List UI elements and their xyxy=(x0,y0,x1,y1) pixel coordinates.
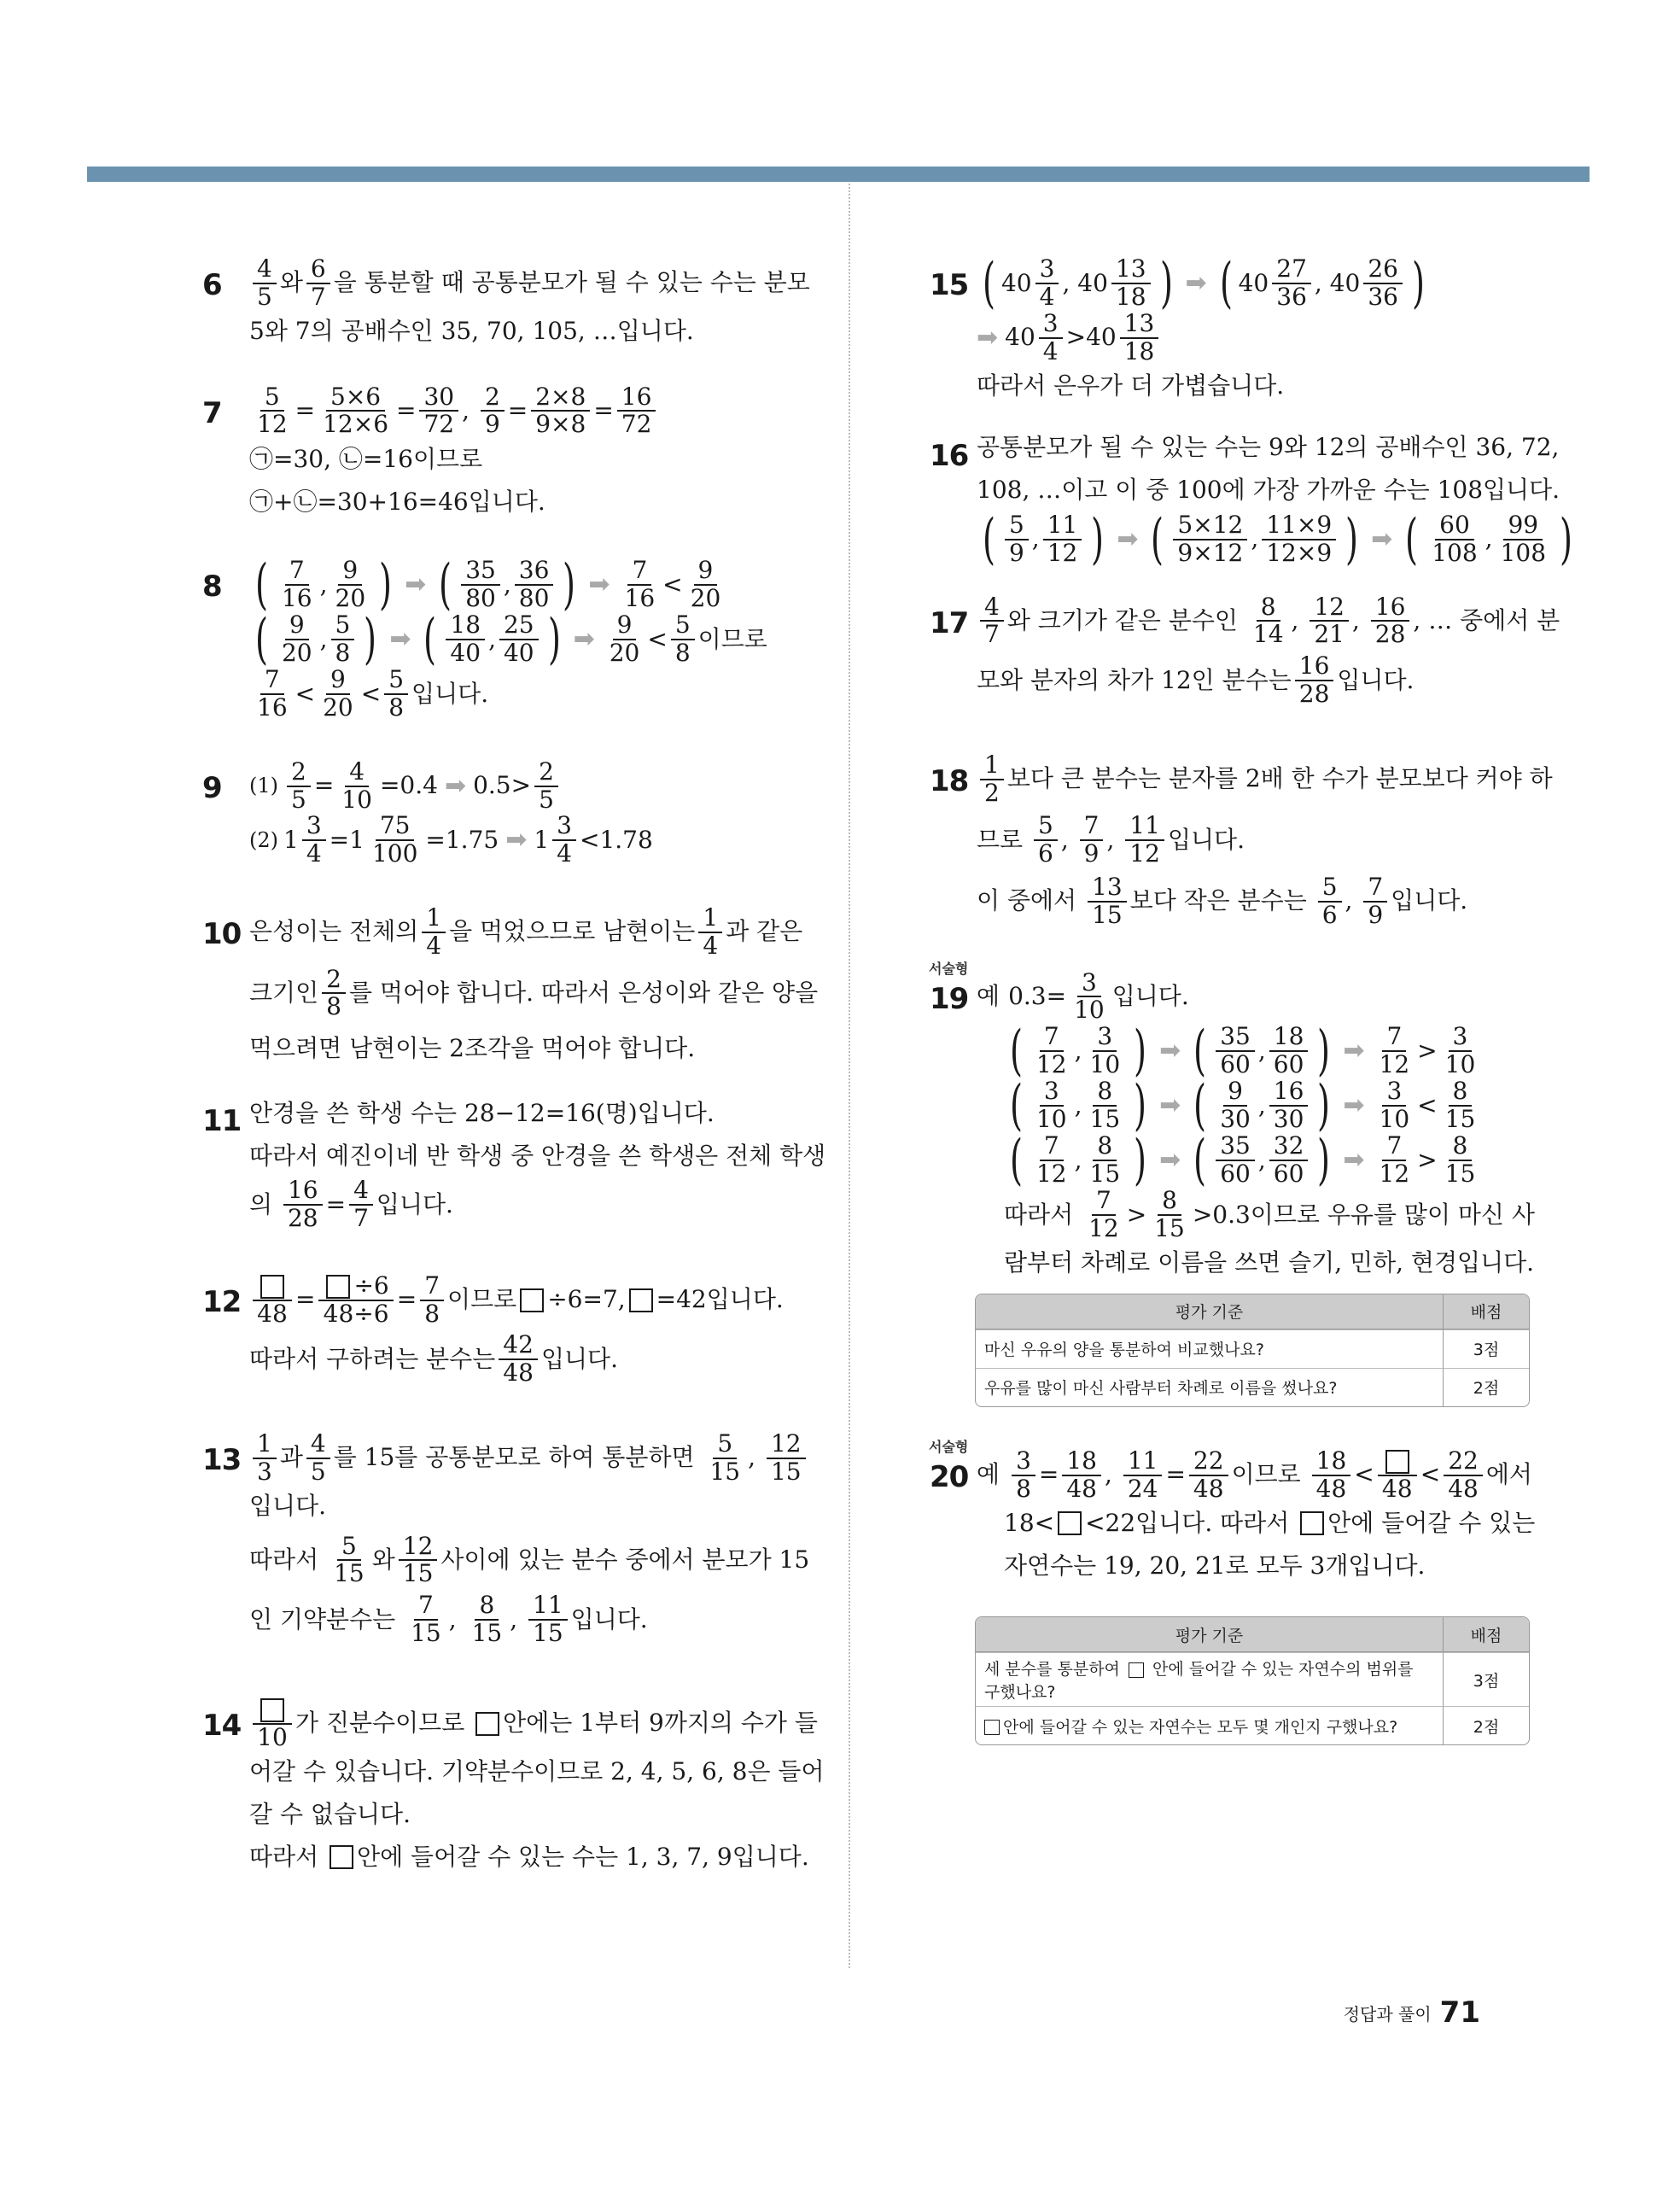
essay-tag: 서술형 xyxy=(929,960,969,977)
problem-number: 9 xyxy=(202,770,222,805)
arrow-icon: ➡ xyxy=(573,624,595,655)
problem-number: 13 xyxy=(202,1442,242,1477)
problem-15: 15 ( 40 $\frac{3}{4}$ , 40 $\frac{13}{18}$ ) ➡ ( 40 $\frac{27}{36}$ , 40 $\frac{26}{36}$ ) ➡ 40 $\frac{3}{4}$ > 40 $\frac{13}{18}$ 따라서 은우가 더 가볍습니다. xyxy=(930,252,1425,400)
page-footer xyxy=(1344,1995,1480,2030)
problem-9: 9 (1) $\frac{2}{5}$ = $\frac{4}{10}$ =0.4 ➡ 0.5> $\frac{2}{5}$ (2) 1 $\frac{3}{4}$ =1 $\frac{75}{100}$ =1.75 ➡ 1 $\frac{3}{4}$ <1.78 xyxy=(202,757,653,868)
problem-17: 17 $\frac{4}{7}$ 와 크기가 같은 분수인 $\frac{8}{14}$ , $\frac{12}{21}$ , $\frac{16}{28}$ , … 중에서 분 모와 분자의 차가 12인 분수는 $\frac{16}{28}$ 입니다. xyxy=(930,592,1560,708)
arrow-icon: ➡ xyxy=(1185,268,1207,298)
example-mark: 예 xyxy=(977,1460,1000,1489)
problem-7: 7 $\frac{5}{12}$ = $\frac{5\times 6}{12\times 6}$ = $\frac{30}{72}$ , $\frac{2}{9}$ = $\frac{2\times 8}{9\times 8}$ = $\frac{16}{72}$ ㉠=30, ㉡=16이므로 ㉠+㉡=30+16=46입니다. xyxy=(203,384,886,524)
arrow-icon: ➡ xyxy=(1159,1036,1181,1066)
problem-11: 11 안경을 쓴 학생 수는 28−12=16(명)입니다. 따라서 예진이네 반 학생 중 안경을 쓴 학생은 전체 학생 의 $\frac{16}{28}$ = $\frac{4}{7}$ 입니다. xyxy=(202,1098,826,1232)
blank-box xyxy=(520,1288,544,1312)
problem-10: 10 은성이는 전체의 $\frac{1}{4}$ 을 먹었으므로 남현이는 $\frac{1}{4}$ 과 같은 크기인 $\frac{2}{8}$ 를 먹어야 합니다. 따라서 은성이와 같은 양을 먹으려면 남현이는 2조각을 먹어야 합니다. xyxy=(202,903,819,1062)
blank-box xyxy=(260,1275,284,1299)
header-bar xyxy=(87,167,1590,182)
arrow-icon: ➡ xyxy=(389,624,411,655)
arrow-icon: ➡ xyxy=(1117,523,1139,554)
arrow-icon: ➡ xyxy=(405,570,427,600)
problem-6: 6 $\frac{4}{5}$ 와 $\frac{6}{7}$ 을 통분할 때 공통분모가 될 수 있는 수는 분모 5와 7의 공배수인 35, 70, 105, …입니다. xyxy=(202,254,810,346)
blank-box xyxy=(1385,1450,1409,1474)
arrow-icon: ➡ xyxy=(1343,1090,1365,1121)
blank-box xyxy=(1129,1662,1144,1678)
problem-12: 12 48 = $\frac{\div 6}{48\div 6}$ = $\frac{7}{8}$ 이므로 ÷6=7, =42입니다. 따라서 구하려는 분수는 $\frac{42}{48}$ 입니다. xyxy=(202,1271,784,1388)
right-column xyxy=(929,252,1613,1745)
blank-box xyxy=(260,1698,284,1722)
problem-20: 서술형 20 예 $\frac{3}{8}$ = $\frac{18}{48}$ , $\frac{11}{24}$ = $\frac{22}{48}$ 이므로 $\frac{18}{48}$ < 48 < $\frac{22}{48}$ 에서 18< <22입니다. 따라서 안에 들어갈 수 있는 자연수는 19, 20, 21로 모두 3개입니다. 평가 기준 배점 세 분수를 통분하여 안에 들어갈 수 있는 자연수의 범위를 구했나요? 3점 안에 들어갈 수 있는 자연수는 모두 몇 개인지 구했나요? 2점 xyxy=(930,1448,1613,1746)
problem-number: 14 xyxy=(202,1708,242,1743)
problem-19: 서술형 19 예 0.3= $\frac{3}{10}$ 입니다. ( $\frac{7}{12}$ , $\frac{3}{10}$ ) ➡ ( $\frac{35}{60}$ , $\frac{18}{60}$ ) ➡ $\frac{7}{12}$ > $\frac{3}{10}$ ( $\frac{3}{10}$ , $\frac{8}{15}$ ) ➡ ( $\frac{9}{30}$ , $\frac{16}{30}$ ) ➡ $\frac{3}{10}$ < $\frac{8}{15}$ ( $\frac{7}{12}$ , $\frac{8}{15}$ ) ➡ ( $\frac{35}{60}$ , $\frac{32}{60}$ ) ➡ $\frac{7}{12}$ > $\frac{8}{15}$ 따라서 $\frac{7}{12}$ > $\frac{8}{15}$ >0.3이므로 우유를 많이 마신 사 람부터 차례로 이름을 쓰면 슬기, 민하, 현경입니다. 평가 기준 배점 마신 우유의 양을 통분하여 비교했나요? 3점 우유를 많이 마신 사람부터 차례로 이름을 썼나요? 2점 xyxy=(930,970,1613,1407)
problem-number: 7 xyxy=(202,395,222,430)
left-column xyxy=(203,256,886,1878)
arrow-icon: ➡ xyxy=(505,825,528,856)
problem-number: 12 xyxy=(202,1284,242,1319)
problem-number: 18 xyxy=(930,763,969,798)
grading-table: 평가 기준 배점 세 분수를 통분하여 안에 들어갈 수 있는 자연수의 범위를 구했나요? 3점 안에 들어갈 수 있는 자연수는 모두 몇 개인지 구했나요? 2점 xyxy=(975,1616,1530,1745)
arrow-icon: ➡ xyxy=(1159,1145,1181,1176)
blank-box xyxy=(629,1288,653,1312)
problem-number: 6 xyxy=(202,268,222,302)
problem-number: 20 xyxy=(930,1459,969,1494)
problem-number: 19 xyxy=(930,981,969,1016)
footer-label: 정답과 풀이 xyxy=(1343,2003,1432,2024)
problem-number: 16 xyxy=(930,438,969,473)
arrow-icon: ➡ xyxy=(444,770,467,801)
arrow-icon: ➡ xyxy=(1343,1036,1365,1066)
blank-box xyxy=(1058,1511,1082,1535)
arrow-icon: ➡ xyxy=(588,570,610,600)
problem-14: 14 10 가 진분수이므로 안에는 1부터 9까지의 수가 들 어갈 수 있습니다. 기약분수이므로 2, 4, 5, 6, 8은 들어 갈 수 없습니다. 따라서 안에 들어갈 수 있는 수는 1, 3, 7, 9입니다. xyxy=(203,1697,886,1879)
problem-8: 8 ( $\frac{7}{16}$ , $\frac{9}{20}$ ) ➡ ( $\frac{35}{80}$ , $\frac{36}{80}$ ) ➡ $\frac{7}{16}$ < $\frac{9}{20}$ ( $\frac{9}{20}$ , $\frac{5}{8}$ ) ➡ ( $\frac{18}{40}$ , $\frac{25}{40}$ ) ➡ $\frac{9}{20}$ < $\frac{5}{8}$ 이므로 $\frac{7}{16}$ < $\frac{9}{20}$ < $\frac{5}{8}$ 입니다. xyxy=(202,553,767,722)
problem-18: 18 $\frac{1}{2}$ 보다 큰 분수는 분자를 2배 한 수가 분모보다 커야 하 므로 $\frac{5}{6}$ , $\frac{7}{9}$ , $\frac{11}{12}$ 입니다. 이 중에서 $\frac{13}{15}$ 보다 작은 분수는 $\frac{5}{6}$ , $\frac{7}{9}$ 입니다. xyxy=(930,750,1553,929)
grading-table: 평가 기준 배점 마신 우유의 양을 통분하여 비교했나요? 3점 우유를 많이 마신 사람부터 차례로 이름을 썼나요? 2점 xyxy=(975,1294,1530,1407)
problem-16: 16 공통분모가 될 수 있는 수는 9와 12의 공배수인 36, 72, 108, …이고 이 중 100에 가장 가까운 수는 108입니다. ( $\frac{5}{9}$ , $\frac{11}{12}$ ) ➡ ( $\frac{5\times 12}{9\times 12}$ , $\frac{11\times 9}{12\times 9}$ ) ➡ ( $\frac{60}{108}$ , $\frac{99}{108}$ ) xyxy=(930,433,1573,571)
problem-number: 17 xyxy=(930,605,969,640)
arrow-icon: ➡ xyxy=(1159,1090,1181,1121)
page-number: 71 xyxy=(1439,1995,1480,2030)
problem-number: 10 xyxy=(202,916,242,951)
blank-box xyxy=(326,1275,350,1299)
example-mark: 예 xyxy=(977,981,1000,1010)
problem-number: 15 xyxy=(930,268,969,302)
blank-box xyxy=(984,1720,1000,1735)
essay-tag: 서술형 xyxy=(929,1438,969,1455)
arrow-icon: ➡ xyxy=(1371,523,1393,554)
problem-number: 8 xyxy=(202,570,222,605)
blank-box xyxy=(330,1845,353,1869)
arrow-icon: ➡ xyxy=(1343,1145,1365,1176)
problem-13: 13 $\frac{1}{3}$ 과 $\frac{4}{5}$ 를 15를 공통분모로 하여 통분하면 $\frac{5}{15}$ , $\frac{12}{15}$ 입니다. 따라서 $\frac{5}{15}$ 와 $\frac{12}{15}$ 사이에 있는 분수 중에서 분모가 15 인 기약분수는 $\frac{7}{15}$ , $\frac{8}{15}$ , $\frac{11}{15}$ 입니다. xyxy=(202,1429,810,1647)
blank-box xyxy=(475,1712,499,1736)
blank-box xyxy=(1300,1511,1324,1535)
arrow-icon: ➡ xyxy=(977,322,999,353)
problem-number: 11 xyxy=(202,1104,242,1139)
